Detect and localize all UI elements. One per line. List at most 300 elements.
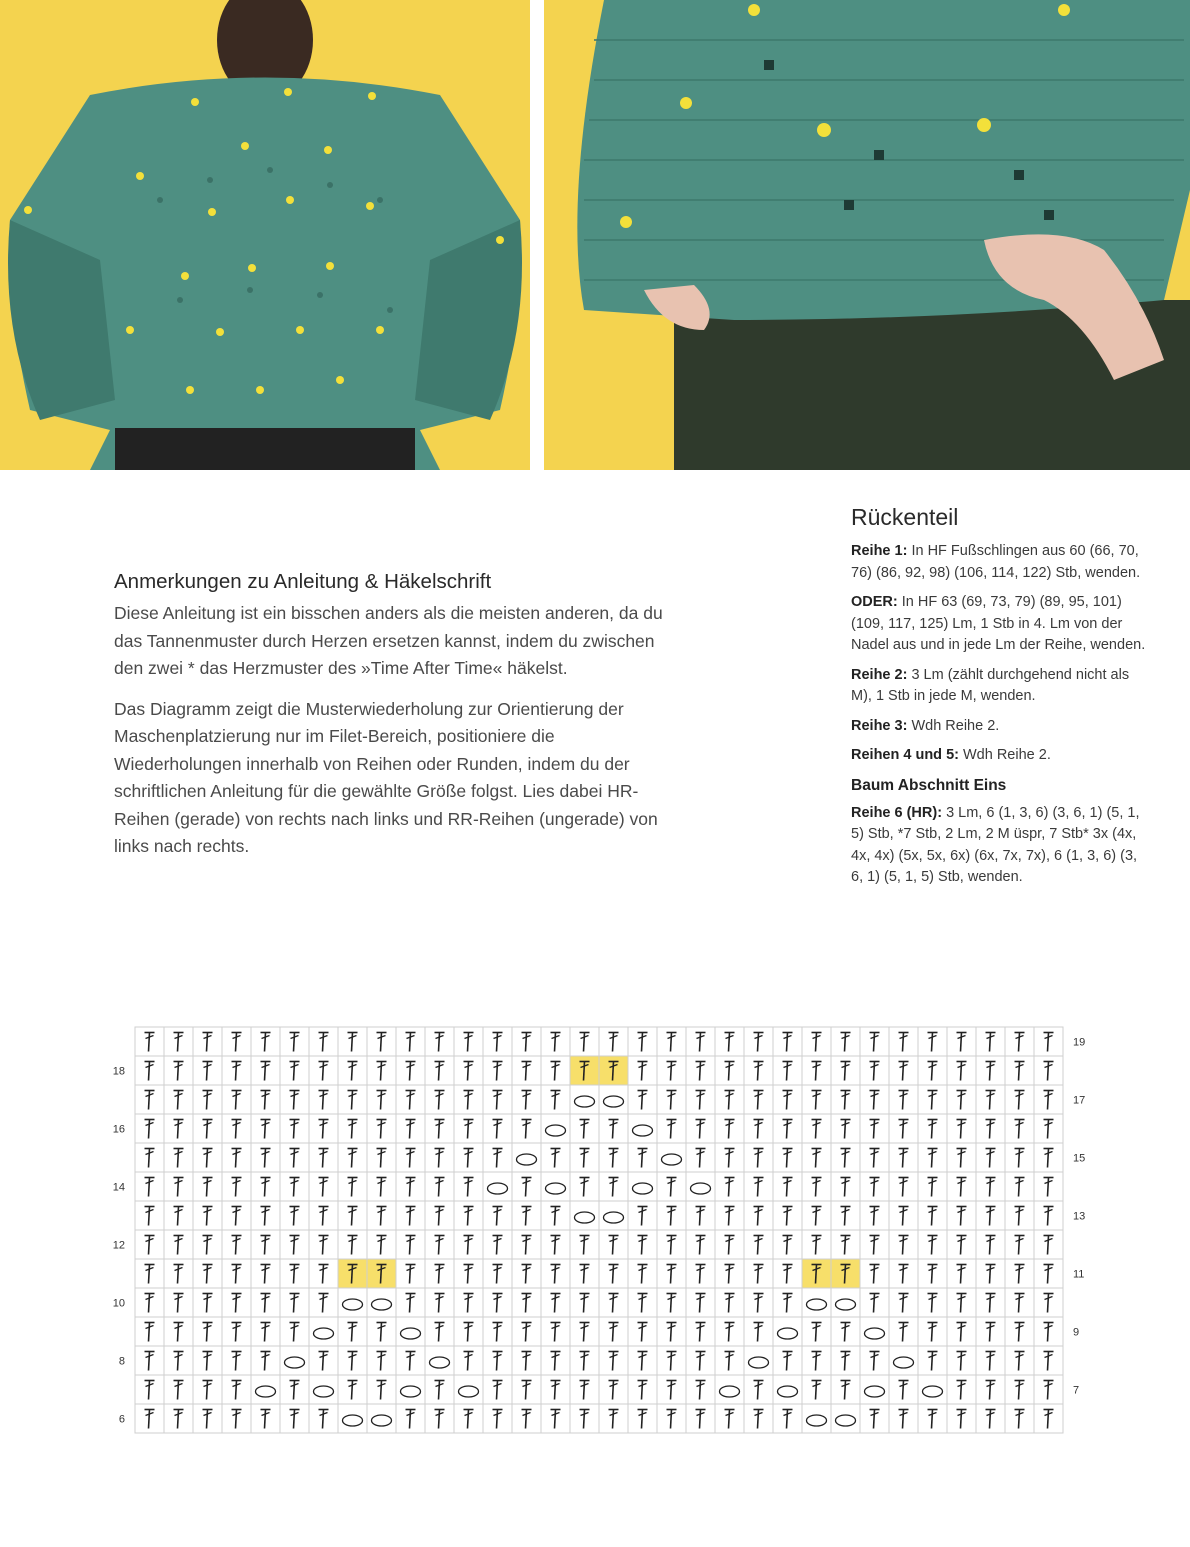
stitch-symbol-stem (439, 1062, 440, 1081)
stitch-symbol-stem (294, 1178, 295, 1197)
stitch-symbol-stem (584, 1062, 585, 1081)
stitch-symbol-stem (584, 1033, 585, 1052)
stitch-symbol-stem (294, 1033, 295, 1052)
stitch-symbol-stem (555, 1381, 556, 1400)
stitch-symbol-stem (990, 1381, 991, 1400)
chart-cell (773, 1375, 802, 1404)
stitch-symbol-stem (323, 1294, 324, 1313)
stitch-symbol-stem (671, 1294, 672, 1313)
stitch-symbol-stem (178, 1410, 179, 1429)
chart-cell (628, 1172, 657, 1201)
stitch-symbol-stem (410, 1033, 411, 1052)
stitch-symbol-stem (497, 1352, 498, 1371)
stitch-symbol-stem (758, 1323, 759, 1342)
stitch-symbol-stem (352, 1323, 353, 1342)
stitch-symbol-stem (526, 1323, 527, 1342)
stitch-symbol-stem (178, 1236, 179, 1255)
stitch-symbol-stem (526, 1091, 527, 1110)
stitch-symbol-stem (1048, 1120, 1049, 1139)
stitch-symbol-stem (816, 1265, 817, 1284)
notes-section (114, 570, 674, 874)
stitch-symbol-stem (700, 1265, 701, 1284)
stitch-symbol-stem (1019, 1207, 1020, 1226)
stitch-symbol-stem (845, 1178, 846, 1197)
row-number-label: 16 (112, 1123, 125, 1136)
stitch-symbol-stem (294, 1294, 295, 1313)
stitch-symbol-stem (410, 1352, 411, 1371)
stitch-symbol-stem (555, 1265, 556, 1284)
chart-cell (860, 1317, 889, 1346)
stitch-symbol-stem (903, 1149, 904, 1168)
stitch-symbol-stem (410, 1120, 411, 1139)
stitch-symbol-stem (845, 1149, 846, 1168)
stitch-symbol-stem (816, 1149, 817, 1168)
row-number-label: 7 (1073, 1384, 1080, 1397)
stitch-symbol-stem (381, 1033, 382, 1052)
stitch-symbol-stem (845, 1207, 846, 1226)
stitch-symbol-stem (845, 1236, 846, 1255)
stitch-symbol-stem (613, 1265, 614, 1284)
stitch-symbol-stem (932, 1091, 933, 1110)
stitch-symbol-stem (265, 1236, 266, 1255)
stitch-symbol-stem (497, 1091, 498, 1110)
stitch-symbol-stem (1048, 1410, 1049, 1429)
stitch-symbol-stem (381, 1352, 382, 1371)
notes-paragraph-2: Das Diagramm zeigt die Musterwiederholung zur Orientierung der Maschenplatzierung nur im Filet-Bereich, positioniere die Wiederholungen innerhalb von Reihen oder Runden, indem du der schriftlichen Anleitung für die gewählte Größe folgst. Lies dabei HR-Reihen (gerade) von rechts nach links und RR-Reihen (ungerade) von links nach rechts. (114, 698, 658, 856)
stitch-symbol-stem (265, 1352, 266, 1371)
stitch-symbol-stem (1048, 1033, 1049, 1052)
stitch-symbol-stem (700, 1120, 701, 1139)
stitch-symbol-stem (584, 1294, 585, 1313)
stitch-symbol-stem (410, 1178, 411, 1197)
stitch-symbol-stem (236, 1410, 237, 1429)
stitch-symbol-stem (149, 1265, 150, 1284)
stitch-symbol-stem (352, 1207, 353, 1226)
stitch-symbol-stem (903, 1178, 904, 1197)
stitch-symbol-stem (584, 1323, 585, 1342)
stitch-symbol-stem (526, 1207, 527, 1226)
stitch-symbol-stem (1048, 1149, 1049, 1168)
stitch-symbol-stem (787, 1294, 788, 1313)
stitch-symbol-stem (932, 1265, 933, 1284)
stitch-symbol-stem (381, 1265, 382, 1284)
chart-cell (367, 1404, 396, 1433)
stitch-symbol-stem (178, 1149, 179, 1168)
stitch-symbol-stem (671, 1062, 672, 1081)
stitch-symbol-stem (1019, 1265, 1020, 1284)
stitch-symbol-stem (294, 1091, 295, 1110)
stitch-symbol-stem (729, 1062, 730, 1081)
stitch-symbol-stem (787, 1178, 788, 1197)
stitch-symbol-stem (671, 1381, 672, 1400)
stitch-symbol-stem (149, 1381, 150, 1400)
stitch-symbol-stem (555, 1294, 556, 1313)
stitch-symbol-stem (758, 1207, 759, 1226)
stitch-symbol-stem (903, 1294, 904, 1313)
stitch-symbol-stem (932, 1410, 933, 1429)
stitch-symbol-stem (729, 1149, 730, 1168)
stitch-symbol-stem (468, 1236, 469, 1255)
chart-cell (309, 1375, 338, 1404)
chart-cell (367, 1288, 396, 1317)
chart-cell (599, 1085, 628, 1114)
chart-cell (715, 1375, 744, 1404)
stitch-symbol-stem (903, 1033, 904, 1052)
stitch-symbol-stem (381, 1091, 382, 1110)
chart-cell (512, 1143, 541, 1172)
stitch-symbol-stem (990, 1149, 991, 1168)
instruction-label: Reihe 2: (851, 666, 908, 683)
stitch-symbol-stem (352, 1178, 353, 1197)
stitch-symbol-stem (265, 1062, 266, 1081)
stitch-symbol-stem (236, 1294, 237, 1313)
stitch-symbol-stem (874, 1352, 875, 1371)
stitch-symbol-stem (642, 1323, 643, 1342)
stitch-symbol-stem (874, 1294, 875, 1313)
stitch-symbol-stem (149, 1323, 150, 1342)
stitch-symbol-stem (149, 1236, 150, 1255)
stitch-symbol-stem (874, 1207, 875, 1226)
stitch-symbol-stem (265, 1207, 266, 1226)
stitch-symbol-stem (468, 1033, 469, 1052)
stitch-symbol-stem (1019, 1381, 1020, 1400)
stitch-symbol-stem (323, 1062, 324, 1081)
stitch-symbol-stem (1019, 1352, 1020, 1371)
stitch-symbol-stem (555, 1033, 556, 1052)
stitch-symbol-stem (526, 1120, 527, 1139)
stitch-symbol-stem (381, 1178, 382, 1197)
row-number-label: 12 (112, 1239, 125, 1252)
stitch-symbol-stem (439, 1120, 440, 1139)
stitch-symbol-stem (178, 1323, 179, 1342)
chart-cell (454, 1375, 483, 1404)
stitch-symbol-stem (874, 1236, 875, 1255)
stitch-symbol-stem (178, 1033, 179, 1052)
stitch-symbol-stem (787, 1149, 788, 1168)
stitch-symbol-stem (207, 1091, 208, 1110)
stitch-symbol-stem (816, 1120, 817, 1139)
stitch-symbol-stem (932, 1236, 933, 1255)
stitch-symbol-stem (236, 1033, 237, 1052)
stitch-symbol-stem (207, 1236, 208, 1255)
stitch-symbol-stem (961, 1178, 962, 1197)
back-panel-section (851, 504, 1151, 897)
stitch-symbol-stem (584, 1410, 585, 1429)
stitch-symbol-stem (613, 1033, 614, 1052)
stitch-symbol-stem (178, 1120, 179, 1139)
stitch-symbol-stem (1048, 1352, 1049, 1371)
stitch-symbol-stem (700, 1294, 701, 1313)
stitch-symbol-stem (497, 1381, 498, 1400)
stitch-symbol-stem (990, 1323, 991, 1342)
chart-cell (483, 1172, 512, 1201)
row-number-label: 13 (1073, 1210, 1086, 1223)
stitch-symbol-stem (149, 1178, 150, 1197)
stitch-symbol-stem (178, 1178, 179, 1197)
stitch-symbol-stem (207, 1207, 208, 1226)
stitch-symbol-stem (555, 1236, 556, 1255)
stitch-symbol-stem (932, 1323, 933, 1342)
stitch-symbol-stem (932, 1033, 933, 1052)
chart-cell (338, 1404, 367, 1433)
stitch-symbol-stem (787, 1352, 788, 1371)
instruction-label: Reihe 1: (851, 543, 908, 559)
stitch-symbol-stem (207, 1033, 208, 1052)
stitch-symbol-stem (236, 1178, 237, 1197)
stitch-symbol-stem (381, 1062, 382, 1081)
stitch-symbol-stem (265, 1149, 266, 1168)
chart-cell (309, 1317, 338, 1346)
stitch-symbol-stem (1019, 1091, 1020, 1110)
stitch-symbol-stem (990, 1178, 991, 1197)
stitch-symbol-stem (729, 1323, 730, 1342)
stitch-symbol-stem (294, 1381, 295, 1400)
stitch-symbol-stem (207, 1149, 208, 1168)
stitch-symbol-stem (729, 1294, 730, 1313)
stitch-symbol-stem (729, 1091, 730, 1110)
stitch-symbol-stem (265, 1323, 266, 1342)
stitch-symbol-stem (555, 1323, 556, 1342)
stitch-symbol-stem (526, 1410, 527, 1429)
stitch-symbol-stem (729, 1207, 730, 1226)
stitch-symbol-stem (265, 1033, 266, 1052)
stitch-symbol-stem (758, 1410, 759, 1429)
stitch-symbol-stem (149, 1062, 150, 1081)
stitch-symbol-stem (207, 1323, 208, 1342)
stitch-symbol-stem (381, 1236, 382, 1255)
row-number-label: 15 (1073, 1152, 1086, 1165)
stitch-symbol-stem (555, 1062, 556, 1081)
chart-cell (744, 1346, 773, 1375)
stitch-symbol-stem (932, 1149, 933, 1168)
stitch-symbol-stem (468, 1062, 469, 1081)
stitch-symbol-stem (932, 1062, 933, 1081)
stitch-symbol-stem (555, 1091, 556, 1110)
photo-back-view (0, 0, 530, 470)
stitch-symbol-stem (381, 1323, 382, 1342)
stitch-symbol-stem (584, 1381, 585, 1400)
stitch-symbol-stem (990, 1294, 991, 1313)
stitch-symbol-stem (874, 1149, 875, 1168)
stitch-symbol-stem (410, 1207, 411, 1226)
stitch-symbol-stem (149, 1352, 150, 1371)
stitch-symbol-stem (961, 1062, 962, 1081)
stitch-symbol-stem (961, 1323, 962, 1342)
stitch-symbol-stem (294, 1265, 295, 1284)
stitch-symbol-stem (352, 1033, 353, 1052)
stitch-symbol-stem (1048, 1265, 1049, 1284)
stitch-symbol-stem (236, 1265, 237, 1284)
stitch-symbol-stem (642, 1410, 643, 1429)
instruction-text: Wdh Reihe 2. (958, 747, 1051, 763)
stitch-symbol-stem (236, 1062, 237, 1081)
stitch-symbol-stem (700, 1236, 701, 1255)
stitch-symbol-stem (990, 1207, 991, 1226)
stitch-symbol-stem (1019, 1149, 1020, 1168)
chart-cell (570, 1201, 599, 1230)
stitch-symbol-stem (903, 1120, 904, 1139)
stitch-symbol-stem (816, 1236, 817, 1255)
stitch-symbol-stem (990, 1236, 991, 1255)
stitch-symbol-stem (294, 1236, 295, 1255)
chart-cell (541, 1172, 570, 1201)
stitch-symbol-stem (874, 1178, 875, 1197)
stitch-symbol-stem (526, 1062, 527, 1081)
stitch-symbol-stem (990, 1091, 991, 1110)
stitch-symbol-stem (613, 1120, 614, 1139)
chart-cell (773, 1317, 802, 1346)
stitch-symbol-stem (352, 1062, 353, 1081)
stitch-symbol-stem (932, 1352, 933, 1371)
stitch-symbol-stem (758, 1265, 759, 1284)
stitch-symbol-stem (903, 1062, 904, 1081)
stitch-symbol-stem (816, 1091, 817, 1110)
stitch-symbol-stem (381, 1120, 382, 1139)
instruction-row-1 (851, 541, 1151, 584)
stitch-symbol-stem (236, 1120, 237, 1139)
stitch-symbol-stem (700, 1207, 701, 1226)
stitch-symbol-stem (265, 1294, 266, 1313)
stitch-symbol-stem (207, 1178, 208, 1197)
stitch-symbol-stem (642, 1236, 643, 1255)
stitch-symbol-stem (555, 1207, 556, 1226)
stitch-symbol-stem (352, 1265, 353, 1284)
instruction-label: Reihe 6 (HR): (851, 804, 943, 821)
stitch-symbol-stem (787, 1207, 788, 1226)
chart-cell (831, 1288, 860, 1317)
instruction-label: Reihen 4 und 5: (851, 747, 959, 763)
stitch-symbol-stem (758, 1033, 759, 1052)
stitch-symbol-stem (236, 1091, 237, 1110)
stitch-symbol-stem (990, 1410, 991, 1429)
stitch-symbol-stem (526, 1294, 527, 1313)
stitch-symbol-stem (1019, 1323, 1020, 1342)
chart-cell (889, 1346, 918, 1375)
stitch-symbol-stem (149, 1120, 150, 1139)
stitch-symbol-stem (294, 1410, 295, 1429)
stitch-symbol-stem (1019, 1410, 1020, 1429)
stitch-symbol-stem (468, 1410, 469, 1429)
stitch-symbol-stem (874, 1062, 875, 1081)
stitch-symbol-stem (497, 1323, 498, 1342)
stitch-symbol-stem (816, 1207, 817, 1226)
stitch-symbol-stem (671, 1352, 672, 1371)
stitch-symbol-stem (787, 1062, 788, 1081)
stitch-symbol-stem (642, 1149, 643, 1168)
stitch-symbol-stem (642, 1294, 643, 1313)
stitch-symbol-stem (178, 1062, 179, 1081)
stitch-symbol-stem (787, 1091, 788, 1110)
instruction-text: Wdh Reihe 2. (907, 717, 1000, 734)
stitch-symbol-stem (613, 1381, 614, 1400)
stitch-symbol-stem (700, 1410, 701, 1429)
stitch-symbol-stem (642, 1091, 643, 1110)
row-number-label: 11 (1073, 1268, 1085, 1281)
stitch-symbol-stem (816, 1178, 817, 1197)
stitch-symbol-stem (816, 1062, 817, 1081)
stitch-symbol-stem (323, 1410, 324, 1429)
stitch-symbol-stem (584, 1149, 585, 1168)
stitch-symbol-stem (149, 1294, 150, 1313)
stitch-symbol-stem (323, 1352, 324, 1371)
stitch-symbol-stem (613, 1062, 614, 1081)
stitch-symbol-stem (700, 1033, 701, 1052)
stitch-symbol-stem (874, 1091, 875, 1110)
stitch-symbol-stem (439, 1149, 440, 1168)
stitch-symbol-stem (816, 1352, 817, 1371)
stitch-symbol-stem (381, 1149, 382, 1168)
stitch-symbol-stem (874, 1265, 875, 1284)
instruction-row-3 (851, 716, 1151, 738)
stitch-symbol-stem (990, 1352, 991, 1371)
stitch-symbol-stem (468, 1265, 469, 1284)
stitch-symbol-stem (671, 1178, 672, 1197)
stitch-symbol-stem (845, 1120, 846, 1139)
stitch-symbol-stem (700, 1149, 701, 1168)
chart-cell (918, 1375, 947, 1404)
row-number-label: 18 (112, 1065, 125, 1078)
notes-heading: Anmerkungen zu Anleitung & Häkelschrift (114, 570, 492, 593)
stitch-symbol-stem (613, 1294, 614, 1313)
stitch-symbol-stem (178, 1352, 179, 1371)
stitch-symbol-stem (642, 1033, 643, 1052)
stitch-symbol-stem (352, 1381, 353, 1400)
stitch-symbol-stem (207, 1265, 208, 1284)
instruction-text: In HF 63 (69, 73, 79) (89, 95, 101) (109, 117, 125) Lm, 1 Stb in 4. Lm von der Nadel aus und in jede Lm der Reihe, wenden. (851, 594, 1146, 653)
stitch-symbol-stem (468, 1120, 469, 1139)
chart-cell (802, 1404, 831, 1433)
back-panel-title: Rückenteil (851, 504, 959, 530)
stitch-symbol-stem (584, 1236, 585, 1255)
stitch-symbol-stem (671, 1410, 672, 1429)
stitch-symbol-stem (323, 1265, 324, 1284)
notes-paragraph-1: Diese Anleitung ist ein bisschen anders als die meisten anderen, da du das Tannenmuster durch Herzen ersetzen kannst, indem du zwischen den zwei * das Herzmuster des »Time After Time« häkelst. (114, 603, 663, 678)
chart-cell (570, 1085, 599, 1114)
stitch-symbol-stem (1048, 1207, 1049, 1226)
stitch-symbol-stem (729, 1178, 730, 1197)
stitch-symbol-stem (613, 1149, 614, 1168)
stitch-symbol-stem (526, 1265, 527, 1284)
stitch-symbol-stem (671, 1236, 672, 1255)
stitch-symbol-stem (845, 1091, 846, 1110)
stitch-symbol-stem (323, 1091, 324, 1110)
stitch-symbol-stem (207, 1294, 208, 1313)
chart-cell (396, 1375, 425, 1404)
stitch-symbol-stem (729, 1410, 730, 1429)
stitch-symbol-stem (874, 1410, 875, 1429)
stitch-symbol-stem (1048, 1294, 1049, 1313)
stitch-symbol-stem (584, 1352, 585, 1371)
stitch-symbol-stem (961, 1352, 962, 1371)
stitch-symbol-stem (178, 1207, 179, 1226)
instruction-row-2 (851, 665, 1151, 708)
stitch-symbol-stem (207, 1410, 208, 1429)
stitch-symbol-stem (787, 1410, 788, 1429)
stitch-symbol-stem (207, 1062, 208, 1081)
stitch-symbol-stem (845, 1381, 846, 1400)
stitch-symbol-stem (439, 1178, 440, 1197)
stitch-symbol-stem (236, 1149, 237, 1168)
stitch-symbol-stem (1019, 1178, 1020, 1197)
stitch-symbol-stem (381, 1207, 382, 1226)
stitch-symbol-stem (787, 1120, 788, 1139)
stitch-symbol-stem (439, 1381, 440, 1400)
stitch-symbol-stem (903, 1265, 904, 1284)
stitch-symbol-stem (961, 1033, 962, 1052)
stitch-symbol-stem (613, 1178, 614, 1197)
stitch-symbol-stem (439, 1323, 440, 1342)
stitch-symbol-stem (526, 1381, 527, 1400)
